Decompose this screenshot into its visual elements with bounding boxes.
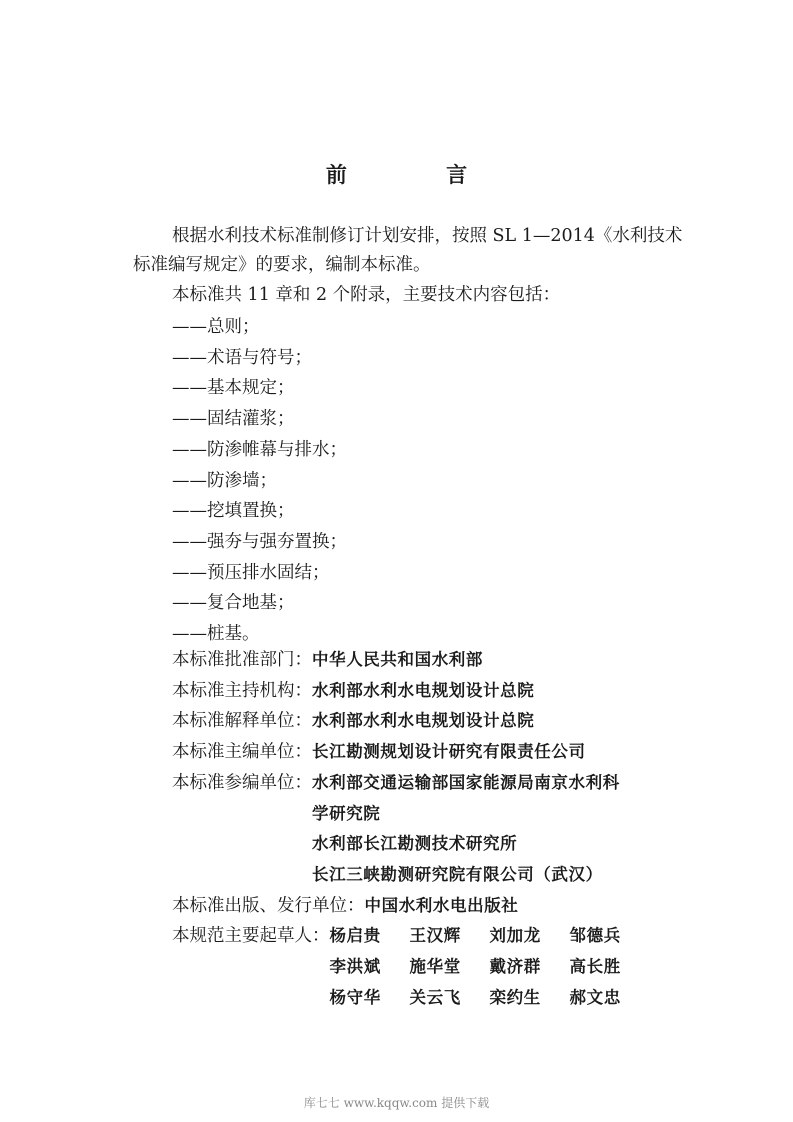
list-item: ——防渗帷幕与排水； [172,439,347,460]
drafter-name: 施华堂 [409,957,461,977]
drafter-name: 刘加龙 [489,926,541,946]
list-item: ——挖填置换； [172,501,295,522]
chief-editor-row [172,737,712,768]
download-footer: 库七七 www.kqqw.com 提供下载 [303,1096,490,1110]
list-item: ——桩基。 [172,624,260,645]
drafter-name: 杨启贵 [329,926,381,946]
approval-value: 中华人民共和国水利部 [312,650,483,669]
drafter-name: 戴济群 [489,957,541,977]
drafter-name: 郝文忠 [569,987,621,1007]
intro-paragraph: 根据水利技术标准制修订计划安排，按照 SL 1—2014《水利技术标准编写规定》的要求，编制本标准。 [133,226,683,275]
list-item: ——基本规定； [172,378,295,399]
approval-label: 本标准批准部门： [172,650,312,670]
drafter-line [330,952,650,983]
drafters-list [330,921,650,1013]
list-item: ——总则； [172,317,260,337]
drafter-name: 关云飞 [409,987,461,1007]
publisher-label: 本标准出版、发行单位： [172,895,365,916]
contents-intro: 本标准共 11 章和 2 个附录，主要技术内容包括： [172,285,561,305]
participant-label: 本标准参编单位： [172,772,312,793]
drafter-name: 李洪斌 [329,957,381,977]
drafters-label: 本规范主要起草人： [172,926,330,947]
publisher-row [172,891,712,922]
participant-row [172,768,712,891]
list-item: ——术语与符号； [172,347,312,368]
approval-row [172,645,712,676]
page-title: 前 言 [325,163,514,188]
drafter-name: 王汉辉 [409,926,461,946]
drafters-row [172,921,712,1013]
contents-list [172,312,347,650]
drafter-name: 邹德兵 [569,926,621,946]
standard-info [172,645,712,1013]
participant-item: 学研究院 [312,803,381,823]
list-item: ——防渗墙； [172,470,277,491]
interpret-value: 水利部水利水电规划设计总院 [312,711,535,731]
chief-editor-label: 本标准主编单位： [172,742,312,763]
list-item: ——预压排水固结； [172,562,330,583]
host-row [172,676,712,707]
drafter-name: 高长胜 [569,957,621,977]
publisher-value: 中国水利水电出版社 [364,895,519,915]
interpret-row [172,706,712,737]
drafter-line [330,983,650,1014]
participant-item: 水利部交通运输部国家能源局南京水利科 [312,772,620,792]
list-item: ——强夯与强夯置换； [172,531,347,552]
host-value: 水利部水利水电规划设计总院 [312,680,535,700]
participant-item: 水利部长江勘测技术研究所 [312,834,518,854]
drafter-line [330,921,650,952]
interpret-label: 本标准解释单位： [172,711,312,732]
chief-editor-value: 长江勘测规划设计研究有限责任公司 [312,742,586,762]
list-item: ——复合地基； [172,593,295,614]
drafter-name: 栾约生 [489,987,541,1007]
drafter-name: 杨守华 [329,987,381,1007]
participant-item: 长江三峡勘测研究院有限公司（武汉） [312,864,603,884]
participant-list [312,768,620,891]
host-label: 本标准主持机构： [172,680,312,701]
list-item: ——固结灌浆； [172,409,295,430]
